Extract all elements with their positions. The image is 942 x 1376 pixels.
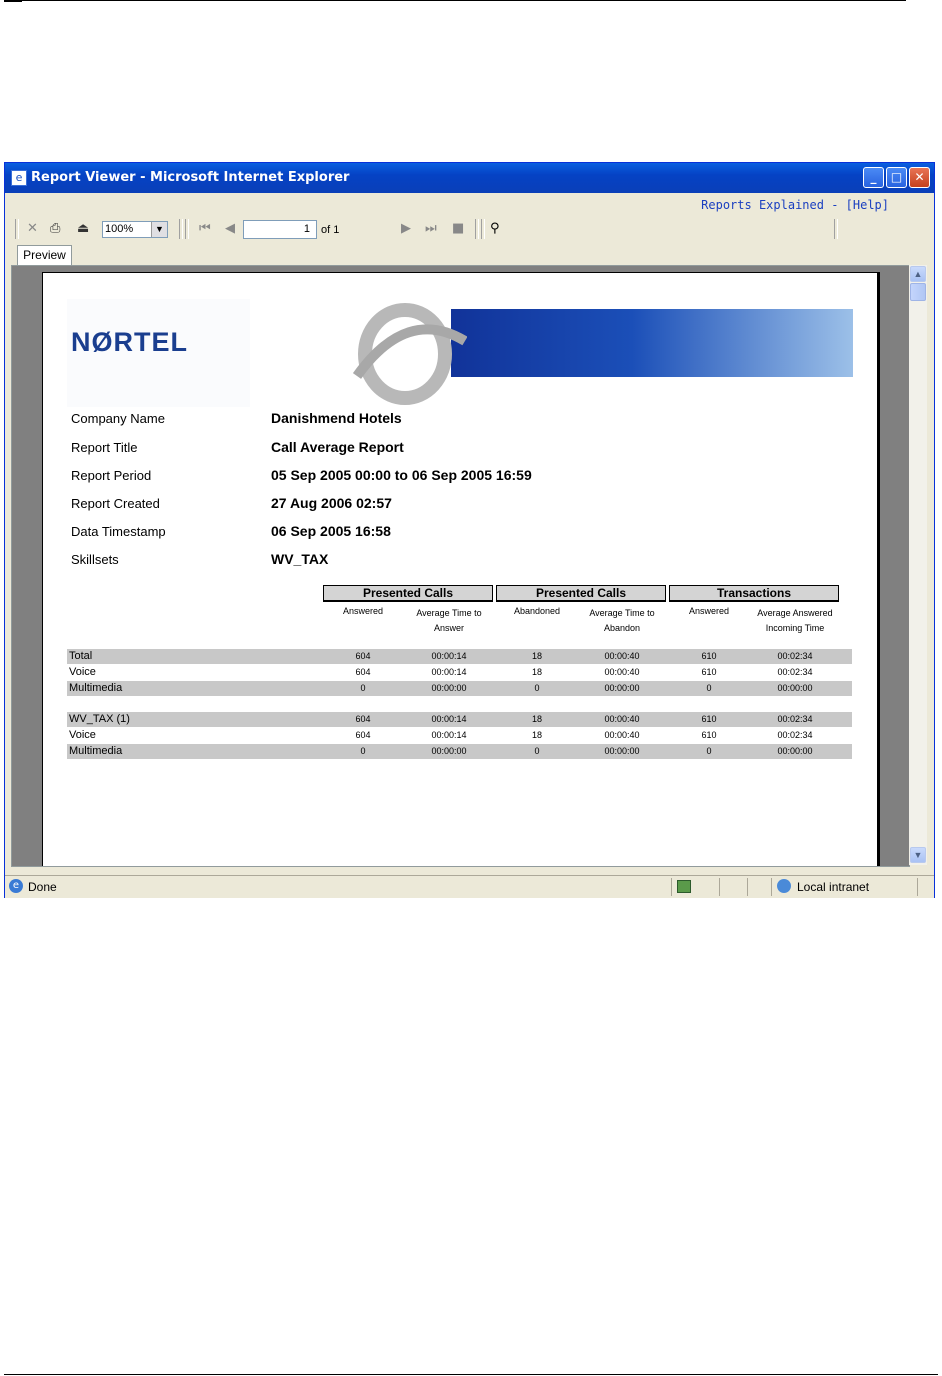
intranet-icon xyxy=(777,879,791,893)
security-icon xyxy=(677,880,691,893)
row-label: Multimedia xyxy=(69,682,123,694)
table-row xyxy=(67,681,852,696)
zoom-value: 100% xyxy=(105,223,134,235)
table-cell: 00:02:34 xyxy=(777,667,813,677)
search-icon[interactable]: ⚲ xyxy=(490,221,500,236)
export-icon[interactable]: ⏏ xyxy=(77,221,90,236)
chevron-down-icon[interactable]: ▼ xyxy=(151,222,167,237)
table-cell: 0 xyxy=(706,746,712,756)
column-header: Answered xyxy=(688,606,730,616)
table-cell: 00:00:00 xyxy=(431,683,467,693)
column-header: Abandoned xyxy=(513,606,561,616)
status-separator xyxy=(671,878,672,896)
meta-label: Company Name xyxy=(71,411,165,426)
table-cell: 0 xyxy=(534,683,540,693)
column-header: Average Time to Abandon xyxy=(589,608,655,633)
table-cell: 00:00:00 xyxy=(604,746,640,756)
table-cell: 00:00:14 xyxy=(431,714,467,724)
table-row xyxy=(67,649,852,664)
help-bar xyxy=(5,193,934,215)
help-link[interactable]: Reports Explained - [Help] xyxy=(701,198,889,212)
table-cell: 00:02:34 xyxy=(777,730,813,740)
table-cell: 00:00:40 xyxy=(604,651,640,661)
page-icon: e xyxy=(9,879,23,893)
table-cell: 00:00:00 xyxy=(431,746,467,756)
row-label: Multimedia xyxy=(69,745,123,757)
status-bar xyxy=(5,875,934,898)
table-cell: 0 xyxy=(360,746,366,756)
toolbar-separator xyxy=(475,219,479,239)
table-cell: 18 xyxy=(531,651,542,661)
table-cell: 610 xyxy=(701,651,717,661)
column-header: Answered xyxy=(342,606,384,616)
toolbar-separator xyxy=(834,219,838,239)
column-header: Average Time to Answer xyxy=(416,608,482,633)
status-separator xyxy=(719,878,720,896)
page-top-rule xyxy=(4,0,906,1)
status-separator xyxy=(917,878,918,896)
table-cell: 00:00:40 xyxy=(604,667,640,677)
meta-value: Danishmend Hotels xyxy=(271,410,402,426)
table-cell: 610 xyxy=(701,714,717,724)
toolbar-separator xyxy=(179,219,183,239)
row-label: Total xyxy=(69,650,93,662)
tab-preview[interactable]: Preview xyxy=(17,245,72,266)
meta-value: WV_TAX xyxy=(271,551,329,567)
scroll-down-icon[interactable]: ▼ xyxy=(910,847,926,863)
report-viewport xyxy=(11,265,910,867)
report-page xyxy=(42,272,880,867)
table-cell: 18 xyxy=(531,714,542,724)
table-cell: 00:00:14 xyxy=(431,651,467,661)
meta-value: Call Average Report xyxy=(271,439,404,455)
title-bar[interactable] xyxy=(5,163,934,193)
logo-text: NØRTEL xyxy=(71,327,188,357)
meta-label: Skillsets xyxy=(71,552,119,567)
table-cell: 0 xyxy=(360,683,366,693)
meta-label: Data Timestamp xyxy=(71,524,166,539)
table-cell: 0 xyxy=(706,683,712,693)
table-cell: 610 xyxy=(701,667,717,677)
table-cell: 18 xyxy=(531,667,542,677)
table-cell: 00:00:40 xyxy=(604,714,640,724)
table-cell: 00:02:34 xyxy=(777,714,813,724)
page-bottom-rule xyxy=(4,1374,938,1375)
table-cell: 00:00:00 xyxy=(604,683,640,693)
print-icon[interactable]: ⎙ xyxy=(50,221,61,236)
meta-label: Report Title xyxy=(71,440,138,455)
table-cell: 604 xyxy=(355,651,371,661)
table-cell: 00:00:00 xyxy=(777,746,813,756)
scroll-thumb[interactable] xyxy=(910,283,926,301)
row-label: Voice xyxy=(69,729,96,741)
zone-text: Local intranet xyxy=(797,880,870,894)
group-header: Presented Calls xyxy=(496,585,666,602)
globe-icon xyxy=(347,296,467,406)
status-separator xyxy=(771,878,772,896)
row-label: Voice xyxy=(69,666,96,678)
window-title: Report Viewer - Microsoft Internet Explorer xyxy=(31,170,350,185)
table-row xyxy=(67,728,852,743)
scroll-up-icon[interactable]: ▲ xyxy=(910,266,926,282)
header-banner xyxy=(451,309,853,377)
vertical-scrollbar[interactable] xyxy=(909,265,927,865)
table-row xyxy=(67,744,852,759)
tab-row xyxy=(5,243,934,265)
table-cell: 604 xyxy=(355,730,371,740)
meta-value: 27 Aug 2006 02:57 xyxy=(271,495,392,511)
table-cell: 18 xyxy=(531,730,542,740)
page-count: of 1 xyxy=(321,224,340,236)
zoom-select[interactable] xyxy=(102,221,168,238)
browser-window xyxy=(4,162,935,898)
table-cell: 00:00:14 xyxy=(431,730,467,740)
table-cell: 604 xyxy=(355,714,371,724)
toolbar-separator xyxy=(481,219,485,239)
group-header: Presented Calls xyxy=(323,585,493,602)
meta-label: Report Period xyxy=(71,468,152,483)
ie-window-icon: e xyxy=(11,170,27,186)
row-label: WV_TAX (1) xyxy=(69,713,130,725)
close-report-icon[interactable]: ✕ xyxy=(27,221,38,236)
meta-value: 05 Sep 2005 00:00 to 06 Sep 2005 16:59 xyxy=(271,467,532,483)
minimize-button[interactable]: _ xyxy=(863,167,884,188)
meta-label: Report Created xyxy=(71,496,160,511)
stop-icon[interactable]: ■ xyxy=(452,221,465,236)
page-number-input[interactable]: 1 xyxy=(243,220,317,239)
table-cell: 00:00:00 xyxy=(777,683,813,693)
column-header: Average Answered Incoming Time xyxy=(757,608,833,633)
nortel-logo xyxy=(67,299,250,407)
table-cell: 00:02:34 xyxy=(777,651,813,661)
table-row xyxy=(67,712,852,727)
table-cell: 00:00:14 xyxy=(431,667,467,677)
first-page-icon[interactable]: ⏮ xyxy=(199,221,211,236)
report-toolbar xyxy=(5,215,934,243)
status-text: Done xyxy=(28,880,57,894)
table-cell: 00:00:40 xyxy=(604,730,640,740)
maximize-button[interactable]: □ xyxy=(886,167,907,188)
toolbar-separator xyxy=(185,219,189,239)
meta-value: 06 Sep 2005 16:58 xyxy=(271,523,391,539)
last-page-icon[interactable]: ⏭ xyxy=(425,221,437,236)
table-cell: 0 xyxy=(534,746,540,756)
close-button[interactable]: ✕ xyxy=(909,167,930,188)
table-cell: 604 xyxy=(355,667,371,677)
group-header: Transactions xyxy=(669,585,839,602)
table-cell: 610 xyxy=(701,730,717,740)
page-top-mark xyxy=(4,0,22,2)
toolbar-separator xyxy=(15,219,19,239)
previous-page-icon[interactable]: ◀ xyxy=(225,221,235,236)
status-separator xyxy=(747,878,748,896)
next-page-icon[interactable]: ▶ xyxy=(401,221,411,236)
table-row xyxy=(67,665,852,680)
